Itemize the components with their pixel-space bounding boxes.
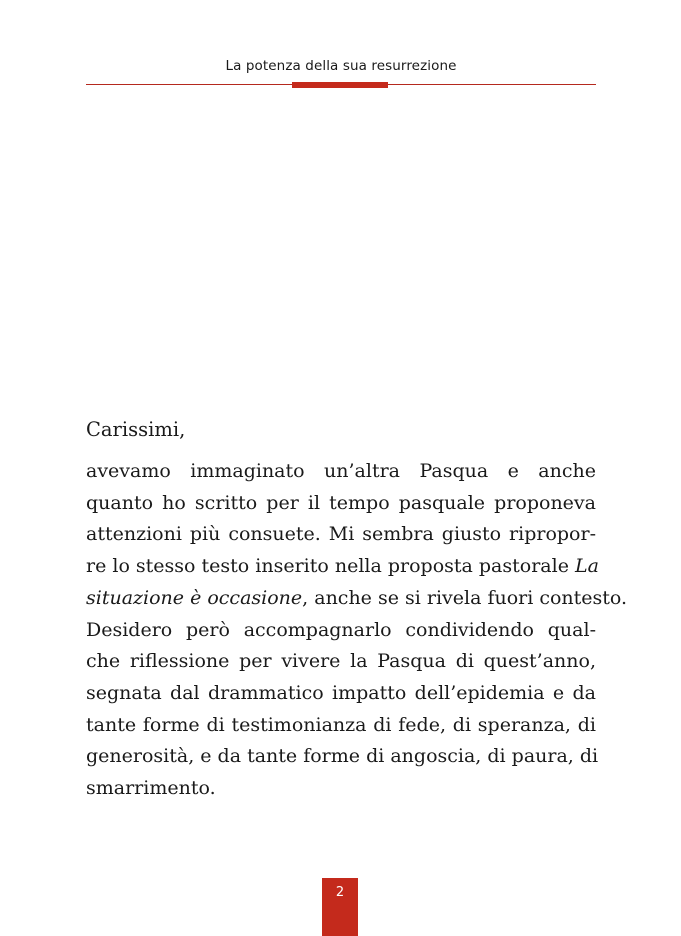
running-head-title: La potenza della sua resurrezione: [225, 58, 457, 74]
body-line-3: attenzioni più consuete. Mi sembra giusto ripropor-: [86, 523, 596, 546]
page-number-box: [322, 878, 358, 936]
body-line-9: tante forme di testimonianza di fede, di speranza, di: [86, 713, 596, 736]
page-number: 2: [335, 885, 345, 900]
body-line-5-text: , anche se si rivela fuori contesto.: [302, 586, 628, 609]
body-line-10: generosità, e da tante forme di angoscia, di paura, di: [86, 745, 599, 768]
body-line-8: segnata dal drammatico impatto dell’epidemia e da: [86, 681, 596, 704]
body-line-11: smarrimento.: [86, 777, 216, 800]
letter-body: [86, 456, 628, 805]
body-line-6: Desidero però accompagnarlo condividendo qual-: [86, 618, 596, 641]
body-line-1: avevamo immaginato un’altra Pasqua e anche: [86, 460, 596, 482]
body-line-5: [86, 583, 628, 615]
body-line-7: che riflessione per vivere la Pasqua di quest’anno,: [86, 650, 596, 673]
book-title-part-1: La: [574, 555, 599, 578]
body-line-4: [86, 551, 599, 583]
header-accent-bar: [292, 82, 388, 88]
letter-salutation: Carissimi,: [86, 418, 186, 441]
body-line-2: quanto ho scritto per il tempo pasquale proponeva: [86, 491, 596, 514]
book-title-part-2: situazione è occasione: [86, 586, 303, 609]
body-line-4-text: re lo stesso testo inserito nella proposta pastorale: [86, 555, 575, 578]
